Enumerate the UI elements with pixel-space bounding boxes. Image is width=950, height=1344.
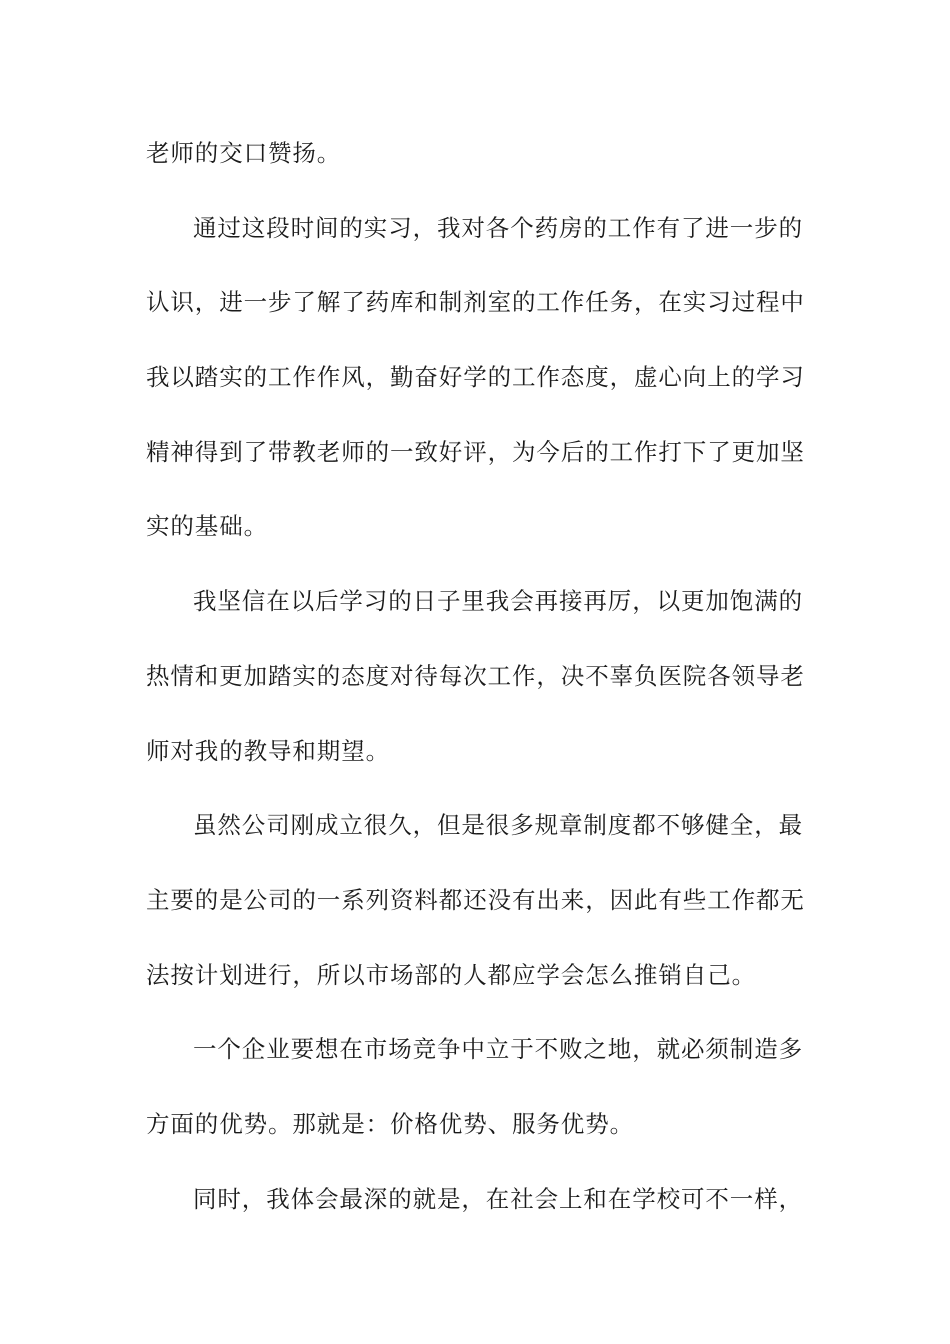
text-line: 虽然公司刚成立很久，但是很多规章制度都不够健全，最 — [193, 811, 803, 840]
text-line: 一个企业要想在市场竞争中立于不败之地，就必须制造多 — [193, 1035, 803, 1064]
text-line: 认识，进一步了解了药库和制剂室的工作任务，在实习过程中 — [146, 288, 805, 317]
text-line: 我以踏实的工作作风，勤奋好学的工作态度，虚心向上的学习 — [146, 363, 805, 392]
text-line: 法按计划进行，所以市场部的人都应学会怎么推销自己。 — [146, 960, 756, 989]
text-line: 热情和更加踏实的态度对待每次工作，决不辜负医院各领导老 — [146, 661, 805, 690]
text-line: 实的基础。 — [146, 512, 268, 541]
text-line: 精神得到了带教老师的一致好评，为今后的工作打下了更加坚 — [146, 437, 805, 466]
text-line: 主要的是公司的一系列资料都还没有出来，因此有些工作都无 — [146, 885, 805, 914]
text-line: 我坚信在以后学习的日子里我会再接再厉，以更加饱满的 — [193, 587, 803, 616]
text-line: 通过这段时间的实习，我对各个药房的工作有了进一步的 — [193, 213, 803, 242]
text-line: 同时，我体会最深的就是，在社会上和在学校可不一样， — [193, 1184, 803, 1213]
text-line: 方面的优势。那就是：价格优势、服务优势。 — [146, 1109, 634, 1138]
text-line: 师对我的教导和期望。 — [146, 736, 390, 765]
document-body — [146, 130, 806, 1250]
text-line: 老师的交口赞扬。 — [146, 139, 342, 167]
